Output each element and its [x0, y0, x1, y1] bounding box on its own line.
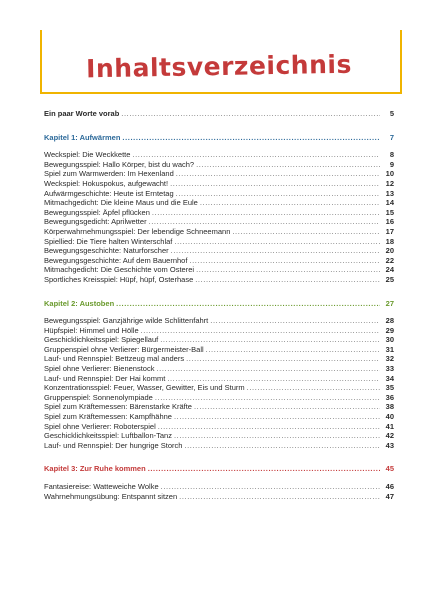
- leader-dots: [176, 170, 380, 178]
- chapter-label: Kapitel 2: Austoben: [44, 298, 115, 308]
- leader-dots: [174, 413, 380, 421]
- toc-entry-label: Bewegungsgedicht: Aprilwetter: [44, 217, 147, 227]
- toc-entry-page: 41: [385, 421, 394, 431]
- chapter-label: Kapitel 1: Aufwärmen: [44, 132, 121, 142]
- leader-dots: [152, 209, 380, 217]
- leader-dots: [148, 465, 380, 473]
- toc-entry-page: 29: [385, 325, 394, 335]
- toc-entry-label: Wahrnehmungsübung: Entspannt sitzen: [44, 491, 178, 501]
- table-of-contents: [44, 110, 394, 502]
- toc-entry-label: Hüpfspiel: Himmel und Hölle: [44, 325, 139, 335]
- leader-dots: [167, 375, 380, 383]
- leader-dots: [174, 238, 380, 246]
- toc-entry-page: 33: [385, 364, 394, 374]
- leader-dots: [200, 199, 380, 207]
- leader-dots: [121, 110, 380, 118]
- toc-entry-label: Geschicklichkeitsspiel: Spiegellauf: [44, 335, 159, 345]
- toc-entry-label: Aufwärmgeschichte: Heute ist Erntetag: [44, 188, 174, 198]
- toc-entry-label: Spiel zum Warmwerden: Im Hexenland: [44, 169, 174, 179]
- toc-entry-label: Bewegungsspiel: Hallo Körper, bist du wach?: [44, 159, 195, 169]
- leader-dots: [132, 151, 380, 159]
- leader-dots: [174, 432, 380, 440]
- leader-dots: [176, 190, 380, 198]
- toc-intro[interactable]: [44, 110, 394, 120]
- toc-entry-label: Mitmachgedicht: Die Geschichte vom Osterei: [44, 265, 195, 275]
- toc-chapter-2[interactable]: [44, 300, 394, 310]
- toc-entry-label: Lauf- und Rennspiel: Der Hai kommt: [44, 373, 166, 383]
- leader-dots: [196, 266, 380, 274]
- toc-entry-page: 43: [385, 440, 394, 450]
- toc-entry-label: Lauf- und Rennspiel: Der hungrige Storch: [44, 440, 183, 450]
- leader-dots: [196, 161, 380, 169]
- leader-dots: [195, 276, 380, 284]
- toc-entry[interactable]: [44, 276, 394, 286]
- toc-entry-label: Spiel ohne Verlierer: Roboterspiel: [44, 421, 156, 431]
- toc-entry-label: Mitmachgedicht: Die kleine Maus und die Eule: [44, 198, 198, 208]
- toc-entry[interactable]: [44, 442, 394, 452]
- toc-entry-label: Spiel zum Kräftemessen: Bärenstarke Kräfte: [44, 402, 192, 412]
- toc-entry-page: 46: [385, 482, 394, 491]
- toc-entry-page: 17: [385, 226, 394, 236]
- toc-entry-label: Sportliches Kreisspiel: Hüpf, hüpf, Osterhase: [44, 274, 194, 284]
- toc-entry-label: Lauf- und Rennspiel: Bettzeug mal anders: [44, 354, 185, 364]
- leader-dots: [206, 346, 380, 354]
- toc-entry-label: Spiel ohne Verlierer: Bienenstock: [44, 364, 155, 374]
- toc-entry-page: 47: [385, 491, 394, 501]
- leader-dots: [156, 365, 380, 373]
- leader-dots: [161, 483, 380, 491]
- leader-dots: [122, 134, 380, 142]
- toc-entry-page: 34: [385, 373, 394, 383]
- toc-entry-page: 12: [385, 178, 394, 188]
- leader-dots: [171, 247, 380, 255]
- chapter-page: 7: [389, 132, 394, 142]
- toc-entry-page: 18: [385, 236, 394, 246]
- toc-entry-page: 35: [385, 383, 394, 393]
- toc-entry-label: Gruppenspiel ohne Verlierer: Bürgermeister-Ball: [44, 344, 204, 354]
- toc-entry-page: 42: [385, 431, 394, 441]
- toc-entry-page: 22: [385, 255, 394, 265]
- leader-dots: [170, 180, 380, 188]
- toc-chapter-1[interactable]: [44, 134, 394, 144]
- toc-chapter-3[interactable]: [44, 465, 394, 475]
- toc-entry-label: Bewegungsgeschichte: Auf dem Bauernhof: [44, 255, 188, 265]
- chapter-page: 27: [385, 298, 394, 308]
- toc-entry-label: Bewegungsgeschichte: Naturforscher: [44, 246, 169, 256]
- toc-entry-label: Gruppenspiel: Sonnenolympiade: [44, 392, 153, 402]
- page-title: Inhaltsverzeichnis: [85, 49, 353, 84]
- toc-entry[interactable]: [44, 493, 394, 503]
- toc-entry-page: 8: [389, 150, 394, 160]
- toc-entry-label: Ein paar Worte vorab: [44, 109, 120, 118]
- toc-entry-label: Fantasiereise: Watteweiche Wolke: [44, 482, 159, 491]
- leader-dots: [160, 336, 380, 344]
- leader-dots: [194, 403, 380, 411]
- leader-dots: [210, 317, 380, 325]
- toc-entry-page: 14: [385, 198, 394, 208]
- toc-entry-page: 40: [385, 412, 394, 422]
- leader-dots: [247, 384, 380, 392]
- toc-entry-page: 38: [385, 402, 394, 412]
- toc-entry-page: 24: [385, 265, 394, 275]
- toc-entry-page: 36: [385, 392, 394, 402]
- toc-entry-label: Körperwahrnehmungsspiel: Der lebendige Schneemann: [44, 226, 231, 236]
- toc-entry-page: 15: [385, 207, 394, 217]
- leader-dots: [158, 423, 380, 431]
- toc-entry-label: Bewegungsspiel: Äpfel pflücken: [44, 207, 150, 217]
- toc-entry-page: 32: [385, 354, 394, 364]
- leader-dots: [141, 327, 380, 335]
- toc-entry-label: Konzentrationsspiel: Feuer, Wasser, Gewitter, Eis und Sturm: [44, 383, 245, 393]
- toc-entry-page: 9: [389, 159, 394, 169]
- toc-entry-label: Spiellied: Die Tiere halten Winterschlaf: [44, 236, 173, 246]
- toc-entry-label: Spiel zum Kräftemessen: Kampfhähne: [44, 412, 172, 422]
- toc-entry-page: 10: [385, 169, 394, 179]
- chapter-page: 45: [385, 464, 394, 474]
- leader-dots: [149, 218, 380, 226]
- toc-entry-label: Weckspiel: Hokuspokus, aufgewacht!: [44, 178, 169, 188]
- toc-entry-page: 31: [385, 344, 394, 354]
- leader-dots: [179, 493, 380, 501]
- leader-dots: [116, 300, 380, 308]
- toc-entry-label: Bewegungsspiel: Ganzjährige wilde Schlittenfahrt: [44, 316, 209, 326]
- toc-entry-page: 28: [385, 316, 394, 326]
- toc-entry-label: Weckspiel: Die Weckkette: [44, 150, 131, 160]
- leader-dots: [232, 228, 380, 236]
- toc-entry-page: 30: [385, 335, 394, 345]
- toc-entry-page: 20: [385, 246, 394, 256]
- chapter-label: Kapitel 3: Zur Ruhe kommen: [44, 464, 146, 474]
- toc-entry-page: 25: [385, 274, 394, 284]
- toc-entry-page: 5: [389, 109, 394, 118]
- toc-entry-page: 16: [385, 217, 394, 227]
- leader-dots: [184, 442, 380, 450]
- toc-entry-page: 13: [385, 188, 394, 198]
- leader-dots: [189, 257, 380, 265]
- toc-entry-label: Geschicklichkeitsspiel: Luftballon-Tanz: [44, 431, 172, 441]
- leader-dots: [155, 394, 380, 402]
- leader-dots: [186, 355, 380, 363]
